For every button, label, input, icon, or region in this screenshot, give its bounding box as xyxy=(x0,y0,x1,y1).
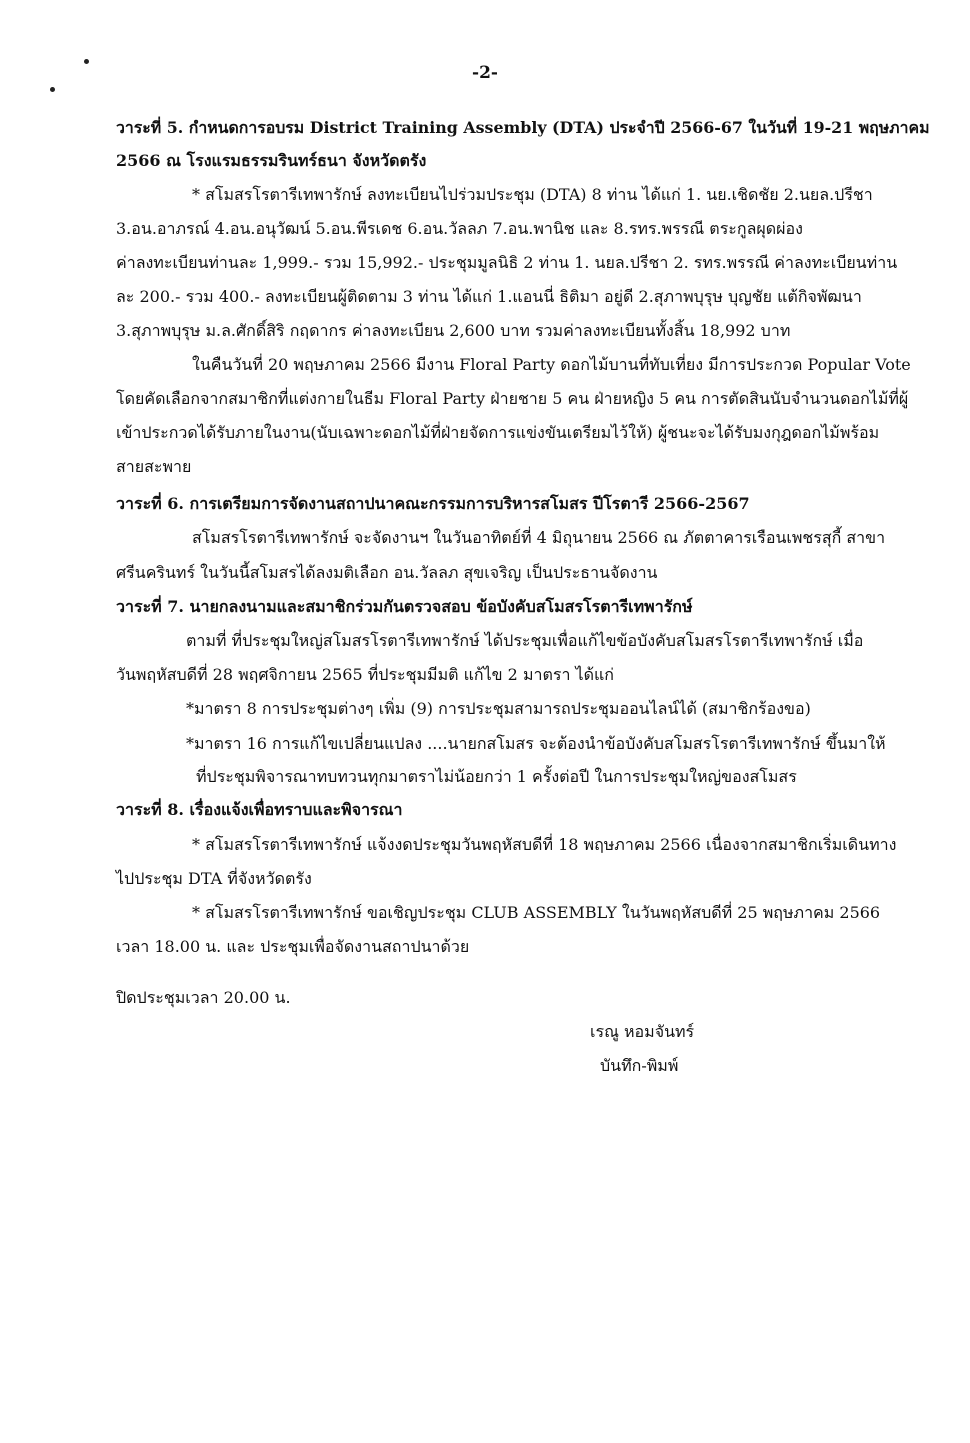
agenda7-text: ตามที่ ที่ประชุมใหญ่สโมสรโรตารีเทพารักษ์ ได้ประชุมเพื่อแก้ไขข้อบังคับสโมสรโรตารีเทพารักษ์ เมื่อ xyxy=(186,631,864,650)
agenda7-item-cont: ที่ประชุมพิจารณาทบทวนทุกมาตราไม่น้อยกว่า 1 ครั้งต่อปี ในการประชุมใหญ่ของสโมสร xyxy=(196,767,797,786)
agenda7-item: *มาตรา 8 การประชุมต่างๆ เพิ่ม (9) การประชุมสามารถประชุมออนไลน์ได้ (สมาชิกร้องขอ) xyxy=(186,699,811,718)
agenda6-heading: วาระที่ 6. การเตรียมการจัดงานสถาปนาคณะกรรมการบริหารสโมสร ปีโรตารี 2566-2567 xyxy=(116,494,750,513)
agenda5-heading-cont: 2566 ณ โรงแรมธรรมรินทร์ธนา จังหวัดตรัง xyxy=(116,151,427,170)
agenda5-text: สายสะพาย xyxy=(116,457,192,476)
agenda6-text: ศรีนครินทร์ ในวันนี้สโมสรได้ลงมติเลือก อน.วัลลภ สุขเจริญ เป็นประธานจัดงาน xyxy=(116,563,658,582)
agenda8-heading: วาระที่ 8. เรื่องแจ้งเพื่อทราบและพิจารณา xyxy=(116,800,403,819)
agenda8-notice: ไปประชุม DTA ที่จังหวัดตรัง xyxy=(116,869,312,888)
agenda5-text: เข้าประกวดได้รับภายในงาน(นับเฉพาะดอกไม้ที่ฝ่ายจัดการแข่งขันเตรียมไว้ให้) ผู้ชนะจะได้รับมงกุฎดอกไม้พร้อม xyxy=(116,423,880,442)
agenda8-notice: * สโมสรโรตารีเทพารักษ์ แจ้งงดประชุมวันพฤหัสบดีที่ 18 พฤษภาคม 2566 เนื่องจากสมาชิกเริ่มเดินทาง xyxy=(192,835,897,854)
agenda6-text: สโมสรโรตารีเทพารักษ์ จะจัดงานฯ ในวันอาทิตย์ที่ 4 มิถุนายน 2566 ณ ภัตตาคารเรือนเพชรสุกี้ สาขา xyxy=(192,528,886,547)
page-number: -2- xyxy=(472,63,498,83)
agenda5-heading: วาระที่ 5. กำหนดการอบรม District Training Assembly (DTA) ประจำปี 2566-67 ในวันที่ 19-21 พฤษภาคม xyxy=(116,118,930,137)
signature-name: เรณู หอมจันทร์ xyxy=(590,1022,695,1041)
agenda5-text: 3.สุภาพบุรุษ ม.ล.ศักดิ์สิริ กฤดากร ค่าลงทะเบียน 2,600 บาท รวมค่าลงทะเบียนทั้งสิ้น 18,992 บาท xyxy=(116,321,791,340)
agenda5-text: 3.อน.อาภรณ์ 4.อน.อนุวัฒน์ 5.อน.พีรเดช 6.อน.วัลลภ 7.อน.พานิช และ 8.รทร.พรรณี ตระกูลผุดผ่อง xyxy=(116,219,803,238)
agenda8-notice: เวลา 18.00 น. และ ประชุมเพื่อจัดงานสถาปนาด้วย xyxy=(116,937,470,956)
agenda5-text: โดยคัดเลือกจากสมาชิกที่แต่งกายในธีม Floral Party ฝ่ายชาย 5 คน ฝ่ายหญิง 5 คน การตัดสินนับจำนวนดอกไม้ที่ผู้ xyxy=(116,389,909,408)
agenda7-item: *มาตรา 16 การแก้ไขเปลี่ยนแปลง ....นายกสโมสร จะต้องนำข้อบังคับสโมสรโรตารีเทพารักษ์ ขึ้นมาให้ xyxy=(186,734,886,753)
signature-role: บันทึก-พิมพ์ xyxy=(600,1056,679,1075)
agenda5-text: ค่าลงทะเบียนท่านละ 1,999.- รวม 15,992.- ประชุมมูลนิธิ 2 ท่าน 1. นยล.ปรีชา 2. รทร.พรรณี ค่าลงทะเบียนท่าน xyxy=(116,253,898,272)
scan-speck xyxy=(50,87,55,92)
agenda5-text: ในคืนวันที่ 20 พฤษภาคม 2566 มีงาน Floral Party ดอกไม้บานที่ทับเที่ยง มีการประกวด Popular Vote xyxy=(192,355,911,374)
agenda7-text: วันพฤหัสบดีที่ 28 พฤศจิกายน 2565 ที่ประชุมมีมติ แก้ไข 2 มาตรา ได้แก่ xyxy=(116,665,614,684)
agenda8-notice: * สโมสรโรตารีเทพารักษ์ ขอเชิญประชุม CLUB ASSEMBLY ในวันพฤหัสบดีที่ 25 พฤษภาคม 2566 xyxy=(192,903,881,922)
meeting-closing: ปิดประชุมเวลา 20.00 น. xyxy=(116,988,291,1007)
agenda7-heading: วาระที่ 7. นายกลงนามและสมาชิกร่วมกันตรวจสอบ ข้อบังคับสโมสรโรตารีเทพารักษ์ xyxy=(116,597,693,616)
agenda5-text: ละ 200.- รวม 400.- ลงทะเบียนผู้ติดตาม 3 ท่าน ได้แก่ 1.แอนนี่ ธิติมา อยู่ดี 2.สุภาพบุรุษ บุญชัย แต้กิจพัฒนา xyxy=(116,287,862,306)
agenda5-text: * สโมสรโรตารีเทพารักษ์ ลงทะเบียนไปร่วมประชุม (DTA) 8 ท่าน ได้แก่ 1. นย.เชิดชัย 2.นยล.ปรีชา xyxy=(192,185,873,204)
